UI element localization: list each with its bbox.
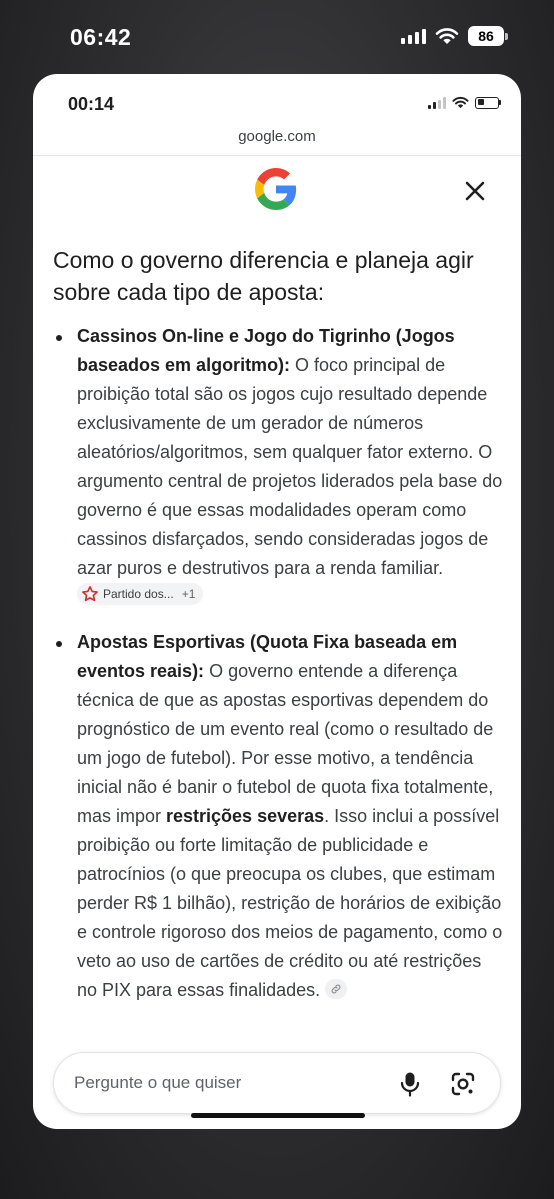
- link-icon: [330, 983, 342, 995]
- source-label: Partido dos...: [103, 587, 174, 601]
- battery-icon: [468, 26, 508, 46]
- wifi-icon: [435, 27, 459, 45]
- item-lead: Apostas Esportivas (Quota Fixa baseada em eventos reais):: [77, 632, 458, 681]
- inner-status-bar: [33, 74, 521, 132]
- source-more-count: +1: [181, 587, 196, 601]
- item-lead: Cassinos On-line e Jogo do Tigrinho (Jogos baseados em algoritmo):: [77, 326, 455, 375]
- list-item: [53, 322, 505, 614]
- battery-level: 86: [468, 26, 504, 46]
- inner-cellular-signal-icon: [428, 97, 446, 109]
- ask-input[interactable]: [74, 1053, 374, 1113]
- inner-battery-icon: [475, 97, 501, 109]
- google-lens-icon[interactable]: [450, 1071, 476, 1097]
- item-text: . Isso inclui a possível proibição ou forte limitação de publicidade e patrocínios (o que preocupa os clubes, que estimam perder R$ 1 bilhão), restrição de horários de exibição e controle rigoroso dos meios de pagamento, como o veto ao uso de cartões de crédito ou até restrições no PIX para essas finalidades.: [77, 806, 503, 1000]
- outer-status-bar: [0, 0, 554, 74]
- ask-bar: [53, 1052, 501, 1114]
- screenshot-card: [33, 74, 521, 1129]
- inner-wifi-icon: [452, 96, 469, 109]
- star-icon: [81, 585, 99, 603]
- answer-list: [53, 322, 505, 1005]
- source-chip[interactable]: [77, 583, 203, 605]
- outer-time: 06:42: [70, 24, 132, 50]
- answer-heading: Como o governo diferencia e planeja agir sobre cada tipo de aposta:: [53, 247, 474, 305]
- close-icon[interactable]: [461, 177, 489, 205]
- google-g-logo-icon: [255, 168, 297, 210]
- home-indicator[interactable]: [191, 1113, 365, 1118]
- inner-status-icons: [428, 96, 501, 109]
- url-bar[interactable]: google.com: [238, 128, 316, 145]
- outer-status-icons: [401, 26, 508, 46]
- ai-answer: [53, 244, 505, 1019]
- mic-icon[interactable]: [398, 1071, 422, 1097]
- url-divider: [33, 155, 521, 156]
- cellular-signal-icon: [401, 28, 426, 44]
- source-link-chip[interactable]: [325, 979, 347, 999]
- list-item: [53, 628, 505, 1005]
- item-text: O foco principal de proibição total são os jogos cujo resultado depende exclusivamente de um gerador de números aleatórios/algoritmos, sem qualquer fator externo. O argumento central de projetos liderados pela base do governo é que essas modalidades operam como cassinos disfarçados, sendo consideradas jogos de azar puros e destrutivos para a renda familiar.: [77, 355, 503, 578]
- item-emphasis: restrições severas: [166, 806, 325, 826]
- item-text: O governo entende a diferença técnica de que as apostas esportivas dependem do prognóstico de um evento real (como o resultado de um jogo de futebol). Por esse motivo, a tendência inicial não é banir o futebol de quota fixa totalmente, mas impor: [77, 661, 494, 826]
- inner-time: 00:14: [68, 94, 115, 114]
